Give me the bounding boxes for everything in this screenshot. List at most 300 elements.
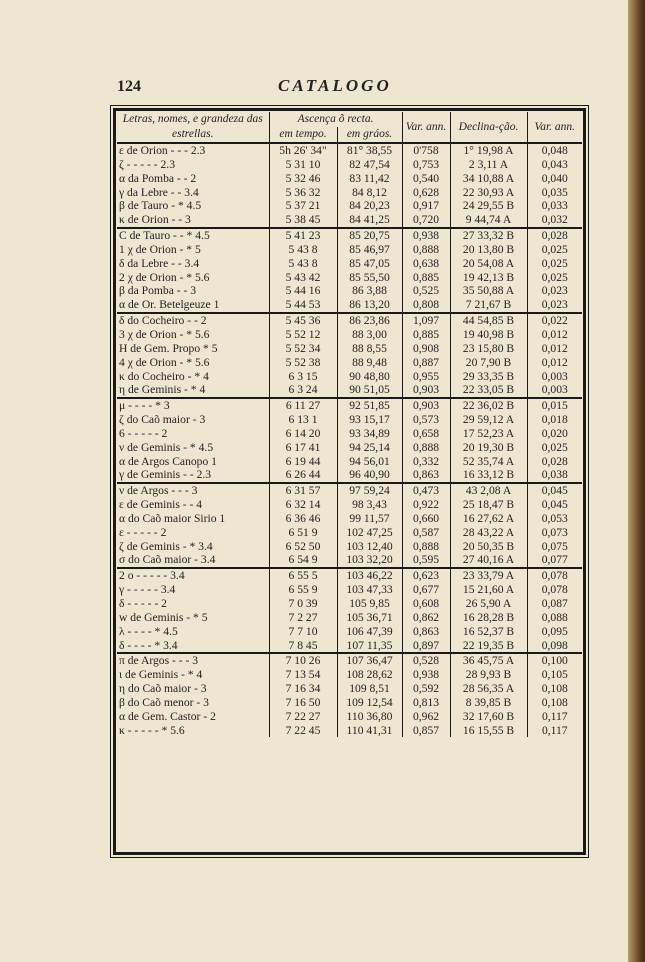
star-name: ε de Geminis - - 4: [119, 498, 203, 512]
table-row: [117, 724, 582, 738]
declination: 27 40,16 A: [450, 553, 527, 568]
variation-1: 0,888: [402, 441, 450, 455]
declination: 28 43,22 A: [450, 526, 527, 540]
star-name: ζ de Geminis - * 3.4: [119, 539, 213, 553]
variation-2: 0,025: [527, 271, 582, 285]
table-row: [117, 483, 582, 498]
ra-time: 7 22 27: [269, 710, 337, 724]
variation-1: 0,573: [402, 413, 450, 427]
header-variation-2: Var. ann.: [527, 112, 582, 143]
variation-1: 0,592: [402, 682, 450, 696]
star-name: α de Or. Betelgeuze 1: [119, 298, 220, 312]
table-row: [117, 427, 582, 441]
star-name: w de Geminis - * 5: [119, 610, 208, 624]
ra-time: 6 13 1: [269, 413, 337, 427]
header-ascension: Ascença õ recta.: [269, 112, 402, 127]
ra-time: 7 10 26: [269, 653, 337, 668]
variation-1: 0,638: [402, 257, 450, 271]
declination: 22 36,02 B: [450, 398, 527, 413]
star-name: δ - - - - - 2: [119, 597, 167, 610]
ra-degrees: 88 9,48: [337, 356, 402, 370]
star-name: κ - - - - - * 5.6: [119, 723, 185, 737]
table-row: [117, 143, 582, 158]
star-name: γ da Lebre - - 3.4: [119, 185, 199, 199]
variation-1: 0,897: [402, 639, 450, 654]
ra-time: 6 52 50: [269, 540, 337, 554]
ra-time: 7 2 27: [269, 611, 337, 625]
declination: 2 3,11 A: [450, 158, 527, 172]
table-row: [117, 370, 582, 384]
variation-1: 0,587: [402, 526, 450, 540]
ra-time: 6 17 41: [269, 441, 337, 455]
ra-time: 6 54 9: [269, 553, 337, 568]
star-name: σ do Caõ maior - 3.4: [119, 553, 216, 567]
ra-degrees: 86 3,88: [337, 284, 402, 298]
book-spine: [628, 0, 645, 962]
variation-2: 0,012: [527, 356, 582, 370]
ra-time: 5 52 38: [269, 356, 337, 370]
star-name: H de Gem. Propo * 5: [119, 341, 218, 355]
ra-degrees: 106 47,39: [337, 625, 402, 639]
ra-time: 5 43 8: [269, 243, 337, 257]
star-name: ζ do Caõ maior - 3: [119, 413, 206, 427]
ra-degrees: 84 41,25: [337, 213, 402, 228]
variation-2: 0,028: [527, 228, 582, 243]
ra-time: 5 44 16: [269, 284, 337, 298]
variation-1: 0,677: [402, 583, 450, 597]
declination: 27 33,32 B: [450, 228, 527, 243]
variation-1: 0,917: [402, 199, 450, 213]
table-row: [117, 526, 582, 540]
star-name: γ - - - - - 3.4: [119, 583, 176, 597]
declination: 19 42,13 B: [450, 271, 527, 285]
ra-time: 7 16 34: [269, 682, 337, 696]
declination: 20 19,30 B: [450, 441, 527, 455]
declination: 35 50,88 A: [450, 284, 527, 298]
ra-degrees: 97 59,24: [337, 483, 402, 498]
table-row: [117, 328, 582, 342]
header-declination: Declina-ção.: [450, 112, 527, 143]
ra-time: 5 43 8: [269, 257, 337, 271]
ra-degrees: 107 36,47: [337, 653, 402, 668]
ra-degrees: 82 47,54: [337, 158, 402, 172]
ra-time: 6 11 27: [269, 398, 337, 413]
ra-degrees: 85 47,05: [337, 257, 402, 271]
variation-1: 0,473: [402, 483, 450, 498]
header-degrees: em gráos.: [337, 127, 402, 143]
table-row: [117, 696, 582, 710]
ra-time: 6 36 46: [269, 512, 337, 526]
ra-degrees: 94 56,01: [337, 455, 402, 469]
ra-degrees: 103 47,33: [337, 583, 402, 597]
ra-degrees: 86 23,86: [337, 313, 402, 328]
variation-2: 0,098: [527, 639, 582, 654]
page-number: 124: [117, 78, 141, 95]
declination: 28 9,93 B: [450, 668, 527, 682]
variation-2: 0,045: [527, 498, 582, 512]
star-name: ζ - - - - - 2.3: [119, 157, 175, 171]
variation-2: 0,020: [527, 427, 582, 441]
star-name: 2 χ de Orion - * 5.6: [119, 270, 210, 284]
ra-time: 5 52 12: [269, 328, 337, 342]
variation-2: 0,078: [527, 568, 582, 583]
table-row: [117, 498, 582, 512]
variation-2: 0,033: [527, 199, 582, 213]
declination: 28 56,35 A: [450, 682, 527, 696]
table-row: [117, 199, 582, 213]
table-row: [117, 611, 582, 625]
ra-time: 6 31 57: [269, 483, 337, 498]
table-row: [117, 553, 582, 568]
variation-2: 0,095: [527, 625, 582, 639]
ra-degrees: 107 11,35: [337, 639, 402, 654]
star-name: α de Argos Canopo 1: [119, 454, 217, 468]
declination: 26 5,90 A: [450, 597, 527, 611]
ra-time: 5 41 23: [269, 228, 337, 243]
ra-time: 6 26 44: [269, 468, 337, 483]
variation-1: 0'758: [402, 143, 450, 158]
declination: 19 40,98 B: [450, 328, 527, 342]
variation-1: 0,623: [402, 568, 450, 583]
star-name: α da Pomba - - 2: [119, 171, 197, 185]
ra-degrees: 102 47,25: [337, 526, 402, 540]
variation-2: 0,025: [527, 441, 582, 455]
declination: 20 54,08 A: [450, 257, 527, 271]
variation-1: 0,885: [402, 271, 450, 285]
declination: 29 33,35 B: [450, 370, 527, 384]
ra-time: 5 38 45: [269, 213, 337, 228]
ra-degrees: 94 25,14: [337, 441, 402, 455]
table-row: [117, 668, 582, 682]
variation-2: 0,035: [527, 186, 582, 200]
declination: 32 17,60 B: [450, 710, 527, 724]
star-name: α do Caõ maior Sirio 1: [119, 511, 226, 525]
table-row: [117, 710, 582, 724]
ra-time: 5 36 32: [269, 186, 337, 200]
ra-degrees: 84 8,12: [337, 186, 402, 200]
variation-2: 0,025: [527, 257, 582, 271]
variation-2: 0,087: [527, 597, 582, 611]
ra-time: 7 13 54: [269, 668, 337, 682]
variation-1: 0,938: [402, 228, 450, 243]
table-row: [117, 625, 582, 639]
ra-time: 5 32 46: [269, 172, 337, 186]
variation-1: 0,903: [402, 398, 450, 413]
ra-degrees: 108 28,62: [337, 668, 402, 682]
star-catalog-table: [117, 112, 582, 737]
ra-degrees: 92 51,85: [337, 398, 402, 413]
star-name: ε de Orion - - - 2.3: [119, 144, 206, 157]
variation-1: 0,595: [402, 553, 450, 568]
variation-2: 0,003: [527, 370, 582, 384]
table-body: [117, 143, 582, 737]
star-name: ν de Geminis - * 4.5: [119, 440, 214, 454]
declination: 16 28,28 B: [450, 611, 527, 625]
ra-degrees: 83 11,42: [337, 172, 402, 186]
variation-2: 0,012: [527, 328, 582, 342]
declination: 22 19,35 B: [450, 639, 527, 654]
table-row: [117, 639, 582, 654]
variation-1: 0,608: [402, 597, 450, 611]
table-row: [117, 568, 582, 583]
star-name: δ da Lebre - - 3.4: [119, 256, 200, 270]
declination: 23 33,79 A: [450, 568, 527, 583]
ra-time: 6 32 14: [269, 498, 337, 512]
star-name: λ - - - - * 4.5: [119, 624, 178, 638]
ra-degrees: 103 12,40: [337, 540, 402, 554]
star-name: κ do Cocheiro - * 4: [119, 369, 209, 383]
table-row: [117, 597, 582, 611]
variation-2: 0,025: [527, 243, 582, 257]
declination: 22 33,05 B: [450, 383, 527, 398]
declination: 44 54,85 B: [450, 313, 527, 328]
table-row: [117, 284, 582, 298]
declination: 20 50,35 B: [450, 540, 527, 554]
ra-time: 7 16 50: [269, 696, 337, 710]
ra-degrees: 103 46,22: [337, 568, 402, 583]
star-name: ι de Geminis - * 4: [119, 668, 203, 682]
declination: 29 59,12 A: [450, 413, 527, 427]
declination: 16 52,37 B: [450, 625, 527, 639]
variation-2: 0,023: [527, 284, 582, 298]
variation-1: 0,885: [402, 328, 450, 342]
ra-time: 5 44 53: [269, 298, 337, 313]
star-name: 3 χ de Orion - * 5.6: [119, 327, 210, 341]
header-row-1: [117, 112, 582, 127]
table-row: [117, 298, 582, 313]
variation-1: 0,922: [402, 498, 450, 512]
variation-2: 0,117: [527, 710, 582, 724]
variation-2: 0,053: [527, 512, 582, 526]
table-row: [117, 257, 582, 271]
variation-1: 0,808: [402, 298, 450, 313]
variation-2: 0,032: [527, 213, 582, 228]
ra-time: 6 3 24: [269, 383, 337, 398]
declination: 16 33,12 B: [450, 468, 527, 483]
table-row: [117, 398, 582, 413]
table-row: [117, 356, 582, 370]
ra-degrees: 105 9,85: [337, 597, 402, 611]
table-row: [117, 413, 582, 427]
ra-degrees: 98 3,43: [337, 498, 402, 512]
ra-time: 6 3 15: [269, 370, 337, 384]
variation-2: 0,038: [527, 468, 582, 483]
table-row: [117, 158, 582, 172]
ra-time: 6 14 20: [269, 427, 337, 441]
variation-2: 0,018: [527, 413, 582, 427]
variation-2: 0,088: [527, 611, 582, 625]
table-row: [117, 186, 582, 200]
ra-degrees: 93 15,17: [337, 413, 402, 427]
variation-2: 0,108: [527, 682, 582, 696]
declination: 15 21,60 A: [450, 583, 527, 597]
ra-time: 6 55 5: [269, 568, 337, 583]
variation-2: 0,015: [527, 398, 582, 413]
star-name: η de Geminis - * 4: [119, 383, 206, 397]
variation-2: 0,078: [527, 583, 582, 597]
ra-time: 6 51 9: [269, 526, 337, 540]
star-name: 4 χ de Orion - * 5.6: [119, 355, 210, 369]
star-name: C de Tauro - - * 4.5: [117, 228, 269, 243]
star-name: α de Gem. Castor - 2: [119, 709, 216, 723]
header-variation-1: Var. ann.: [402, 112, 450, 143]
star-name: ν de Argos - - - 3: [117, 483, 269, 498]
variation-1: 0,332: [402, 455, 450, 469]
ra-time: 5h 26' 34": [269, 143, 337, 158]
variation-1: 0,862: [402, 611, 450, 625]
variation-1: 0,888: [402, 243, 450, 257]
declination: 43 2,08 A: [450, 483, 527, 498]
table-row: [117, 682, 582, 696]
ra-degrees: 81° 38,55: [337, 143, 402, 158]
ra-time: 5 43 42: [269, 271, 337, 285]
ra-time: 7 22 45: [269, 724, 337, 738]
star-name: γ de Geminis - - 2.3: [119, 468, 212, 482]
variation-2: 0,045: [527, 483, 582, 498]
ra-degrees: 85 46,97: [337, 243, 402, 257]
ra-degrees: 110 36,80: [337, 710, 402, 724]
variation-1: 0,903: [402, 383, 450, 398]
ra-degrees: 88 3,00: [337, 328, 402, 342]
variation-1: 0,962: [402, 710, 450, 724]
ra-degrees: 88 8,55: [337, 342, 402, 356]
ra-time: 5 45 36: [269, 313, 337, 328]
table-row: [117, 228, 582, 243]
ra-time: 7 8 45: [269, 639, 337, 654]
star-name: β de Tauro - * 4.5: [119, 199, 202, 213]
ra-time: 5 31 10: [269, 158, 337, 172]
table-row: [117, 172, 582, 186]
ra-degrees: 99 11,57: [337, 512, 402, 526]
table-row: [117, 455, 582, 469]
variation-1: 0,863: [402, 625, 450, 639]
ra-degrees: 105 36,71: [337, 611, 402, 625]
declination: 52 35,74 A: [450, 455, 527, 469]
ra-time: 7 0 39: [269, 597, 337, 611]
declination: 34 10,88 A: [450, 172, 527, 186]
variation-2: 0,043: [527, 158, 582, 172]
variation-1: 0,658: [402, 427, 450, 441]
variation-1: 0,888: [402, 540, 450, 554]
ra-time: 5 37 21: [269, 199, 337, 213]
variation-2: 0,028: [527, 455, 582, 469]
variation-1: 0,720: [402, 213, 450, 228]
variation-1: 0,955: [402, 370, 450, 384]
star-name: β da Pomba - - 3: [119, 284, 197, 298]
variation-2: 0,075: [527, 540, 582, 554]
variation-2: 0,117: [527, 724, 582, 738]
variation-1: 0,863: [402, 468, 450, 483]
ra-degrees: 85 20,75: [337, 228, 402, 243]
header-names: Letras, nomes, e grandeza das estrellas.: [117, 112, 269, 143]
star-name: η do Caõ maior - 3: [119, 682, 207, 696]
ra-degrees: 110 41,31: [337, 724, 402, 738]
declination: 25 18,47 B: [450, 498, 527, 512]
variation-1: 0,887: [402, 356, 450, 370]
table-row: [117, 342, 582, 356]
variation-2: 0,003: [527, 383, 582, 398]
variation-1: 0,938: [402, 668, 450, 682]
star-name: κ de Orion - - 3: [119, 213, 191, 227]
table-row: [117, 653, 582, 668]
star-name: ε - - - - - 2: [119, 525, 167, 539]
ra-degrees: 109 8,51: [337, 682, 402, 696]
declination: 1° 19,98 A: [450, 143, 527, 158]
variation-1: 0,753: [402, 158, 450, 172]
variation-2: 0,108: [527, 696, 582, 710]
ra-degrees: 85 55,50: [337, 271, 402, 285]
declination: 16 27,62 A: [450, 512, 527, 526]
declination: 20 7,90 B: [450, 356, 527, 370]
star-name: δ - - - - * 3.4: [119, 638, 178, 652]
star-name: δ do Cocheiro - - 2: [117, 313, 269, 328]
variation-2: 0,040: [527, 172, 582, 186]
variation-1: 0,813: [402, 696, 450, 710]
ra-time: 6 55 9: [269, 583, 337, 597]
star-name: π de Argos - - - 3: [117, 653, 269, 668]
table-row: [117, 213, 582, 228]
variation-1: 0,857: [402, 724, 450, 738]
star-name: 1 χ de Orion - * 5: [119, 242, 201, 256]
variation-1: 0,628: [402, 186, 450, 200]
declination: 24 29,55 B: [450, 199, 527, 213]
variation-2: 0,048: [527, 143, 582, 158]
variation-1: 0,528: [402, 653, 450, 668]
ra-degrees: 103 32,20: [337, 553, 402, 568]
table-row: [117, 243, 582, 257]
variation-1: 0,540: [402, 172, 450, 186]
variation-2: 0,100: [527, 653, 582, 668]
variation-1: 0,525: [402, 284, 450, 298]
table-row: [117, 468, 582, 483]
variation-2: 0,073: [527, 526, 582, 540]
ra-time: 7 7 10: [269, 625, 337, 639]
variation-2: 0,022: [527, 313, 582, 328]
declination: 9 44,74 A: [450, 213, 527, 228]
star-name: μ - - - - * 3: [117, 398, 269, 413]
declination: 7 21,67 B: [450, 298, 527, 313]
ra-degrees: 93 34,89: [337, 427, 402, 441]
ra-time: 6 19 44: [269, 455, 337, 469]
table-row: [117, 441, 582, 455]
ra-degrees: 109 12,54: [337, 696, 402, 710]
ra-degrees: 90 51,05: [337, 383, 402, 398]
header-time: em tempo.: [269, 127, 337, 143]
variation-1: 1,097: [402, 313, 450, 328]
declination: 20 13,80 B: [450, 243, 527, 257]
table-row: [117, 512, 582, 526]
variation-2: 0,023: [527, 298, 582, 313]
star-name: 2 o - - - - - 3.4: [117, 568, 269, 583]
table-row: [117, 383, 582, 398]
table-row: [117, 271, 582, 285]
declination: 22 30,93 A: [450, 186, 527, 200]
table-row: [117, 313, 582, 328]
ra-degrees: 86 13,20: [337, 298, 402, 313]
ra-degrees: 90 48,80: [337, 370, 402, 384]
star-name: β do Caõ menor - 3: [119, 695, 209, 709]
running-title: CATALOGO: [278, 76, 392, 95]
variation-1: 0,908: [402, 342, 450, 356]
table-row: [117, 583, 582, 597]
ra-time: 5 52 34: [269, 342, 337, 356]
variation-2: 0,012: [527, 342, 582, 356]
ra-degrees: 96 40,90: [337, 468, 402, 483]
table-row: [117, 540, 582, 554]
variation-1: 0,660: [402, 512, 450, 526]
declination: 8 39,85 B: [450, 696, 527, 710]
declination: 17 52,23 A: [450, 427, 527, 441]
